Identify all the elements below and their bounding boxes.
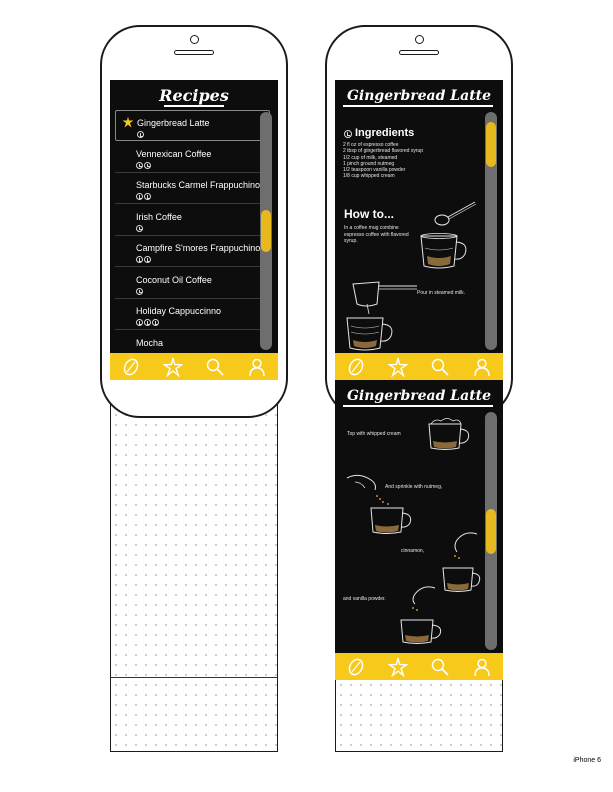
title-underline <box>164 105 224 107</box>
recipe-list-item[interactable] <box>115 236 270 267</box>
clock-icon <box>136 319 143 326</box>
ingredient-item: 1/8 cup whipped cream <box>343 173 395 180</box>
title-underline <box>343 405 493 407</box>
tab-profile[interactable] <box>471 656 493 678</box>
clock-icon <box>144 319 151 326</box>
recipes-screen <box>110 80 278 380</box>
step-text-6: and vanilla powder. <box>343 596 386 602</box>
search-icon <box>430 657 450 677</box>
clock-icon <box>136 193 143 200</box>
howto-heading: How to... <box>344 207 394 221</box>
profile-icon <box>472 657 492 677</box>
star-anise-icon <box>163 357 183 377</box>
nutmeg-mug-illustration <box>367 498 417 538</box>
recipe-detail-screen <box>335 80 503 380</box>
tab-search[interactable] <box>429 656 451 678</box>
front-camera <box>415 35 424 44</box>
star-anise-icon <box>388 357 408 377</box>
tab-bar <box>110 353 278 380</box>
recipe-list-item[interactable] <box>115 268 270 299</box>
ingredient-item: 2 tbsp of gingerbread flavored syrup <box>343 148 424 155</box>
recipe-name: Gingerbread Latte <box>137 118 210 128</box>
hand-sprinkle-illustration <box>403 584 437 612</box>
clock-icon <box>344 130 352 138</box>
ingredients-list <box>343 142 423 180</box>
tab-search[interactable] <box>429 356 451 378</box>
clock-icon <box>152 319 159 326</box>
scrollbar-thumb[interactable] <box>486 122 496 167</box>
coffee-bean-icon <box>346 357 366 377</box>
mug-illustration <box>343 312 399 354</box>
recipe-list-item[interactable] <box>115 205 270 236</box>
tab-search[interactable] <box>204 356 226 378</box>
search-icon <box>205 357 225 377</box>
device-caption: iPhone 6 <box>573 757 601 764</box>
tab-profile[interactable] <box>471 356 493 378</box>
clock-icon <box>137 131 144 138</box>
prep-time-indicator <box>137 131 144 138</box>
recipe-name: Mocha <box>136 337 164 348</box>
prep-time-indicator <box>136 225 143 232</box>
profile-icon <box>472 357 492 377</box>
profile-icon <box>247 357 267 377</box>
prep-time-indicator <box>136 193 151 200</box>
tab-coffee-bean[interactable] <box>345 356 367 378</box>
left-canvas-divider <box>110 677 278 678</box>
recipe-title: Gingerbread Latte <box>346 88 492 104</box>
star-anise-icon <box>388 657 408 677</box>
clock-icon <box>136 225 143 232</box>
clock-icon <box>136 288 143 295</box>
recipe-name: Coconut Oil Coffee <box>136 274 212 285</box>
step-text-3: Top with whipped cream <box>347 431 401 437</box>
tab-profile[interactable] <box>246 356 268 378</box>
prep-time-indicator <box>136 319 159 326</box>
ingredient-item: 2 fl oz of espresso coffee <box>343 142 399 148</box>
recipe-name: Starbucks Carmel Frappuchino <box>136 180 261 190</box>
hand-sprinkle-illustration <box>445 530 479 560</box>
recipe-detail-screen-continued <box>335 380 503 680</box>
whipped-mug-illustration <box>425 416 475 452</box>
ingredient-item: 1/2 teaspoon vanilla powder <box>343 167 406 174</box>
star-anise-icon <box>122 116 134 128</box>
tab-star-anise[interactable] <box>162 356 184 378</box>
scrollbar-track[interactable] <box>485 412 497 650</box>
title-underline <box>343 105 493 107</box>
vanilla-mug-illustration <box>397 612 447 648</box>
coffee-bean-icon <box>121 357 141 377</box>
milk-pitcher-illustration <box>349 278 421 314</box>
right-canvas-lower <box>335 680 503 752</box>
step-text-1: In a coffee mug combine espresso coffee with flavored syrup. <box>344 225 409 244</box>
left-canvas-lower <box>110 380 278 752</box>
recipe-name: Vennexican Coffee <box>136 148 212 159</box>
clock-icon <box>136 162 143 169</box>
recipe-list-item[interactable] <box>115 299 270 330</box>
spoon-illustration <box>433 198 479 228</box>
recipe-list-item[interactable] <box>115 110 270 141</box>
cinnamon-mug-illustration <box>439 560 485 596</box>
clock-icon <box>136 256 143 263</box>
recipe-list-item[interactable] <box>115 173 270 204</box>
recipe-name: Holiday Cappuccinno <box>136 306 222 316</box>
prep-time-indicator <box>136 162 151 169</box>
recipe-list-item[interactable] <box>115 142 270 173</box>
tab-coffee-bean[interactable] <box>120 356 142 378</box>
step-text-5: cinnamon, <box>401 548 425 554</box>
front-camera <box>190 35 199 44</box>
scrollbar-thumb[interactable] <box>261 210 271 252</box>
ingredient-item: 1 pinch ground nutmeg <box>343 160 395 167</box>
ingredient-item: 1/2 cup of milk, steamed <box>343 154 398 161</box>
scrollbar-track[interactable] <box>260 112 272 350</box>
scrollbar-track[interactable] <box>485 112 497 350</box>
recipe-name: Campfire S'mores Frappuchino <box>136 243 261 253</box>
speaker-grille <box>174 50 214 55</box>
tab-bar <box>335 353 503 380</box>
clock-icon <box>144 162 151 169</box>
scrollbar-thumb[interactable] <box>486 509 496 554</box>
tab-star-anise[interactable] <box>387 656 409 678</box>
mug-illustration <box>417 230 473 272</box>
prep-time-indicator <box>136 288 143 295</box>
speaker-grille <box>399 50 439 55</box>
tab-bar <box>335 653 503 680</box>
ingredients-heading: Ingredients <box>355 127 415 139</box>
prep-time-indicator <box>136 256 151 263</box>
step-text-4: And sprinkle with nutmeg, <box>385 484 443 490</box>
clock-icon <box>144 256 151 263</box>
page-title: Recipes <box>159 86 229 105</box>
recipe-title: Gingerbread Latte <box>346 388 492 404</box>
clock-icon <box>144 193 151 200</box>
tab-coffee-bean[interactable] <box>345 656 367 678</box>
coffee-bean-icon <box>346 657 366 677</box>
search-icon <box>430 357 450 377</box>
recipe-name: Irish Coffee <box>136 211 182 222</box>
tab-star-anise[interactable] <box>387 356 409 378</box>
step-text-2: Pour in steamed milk. <box>417 290 466 296</box>
